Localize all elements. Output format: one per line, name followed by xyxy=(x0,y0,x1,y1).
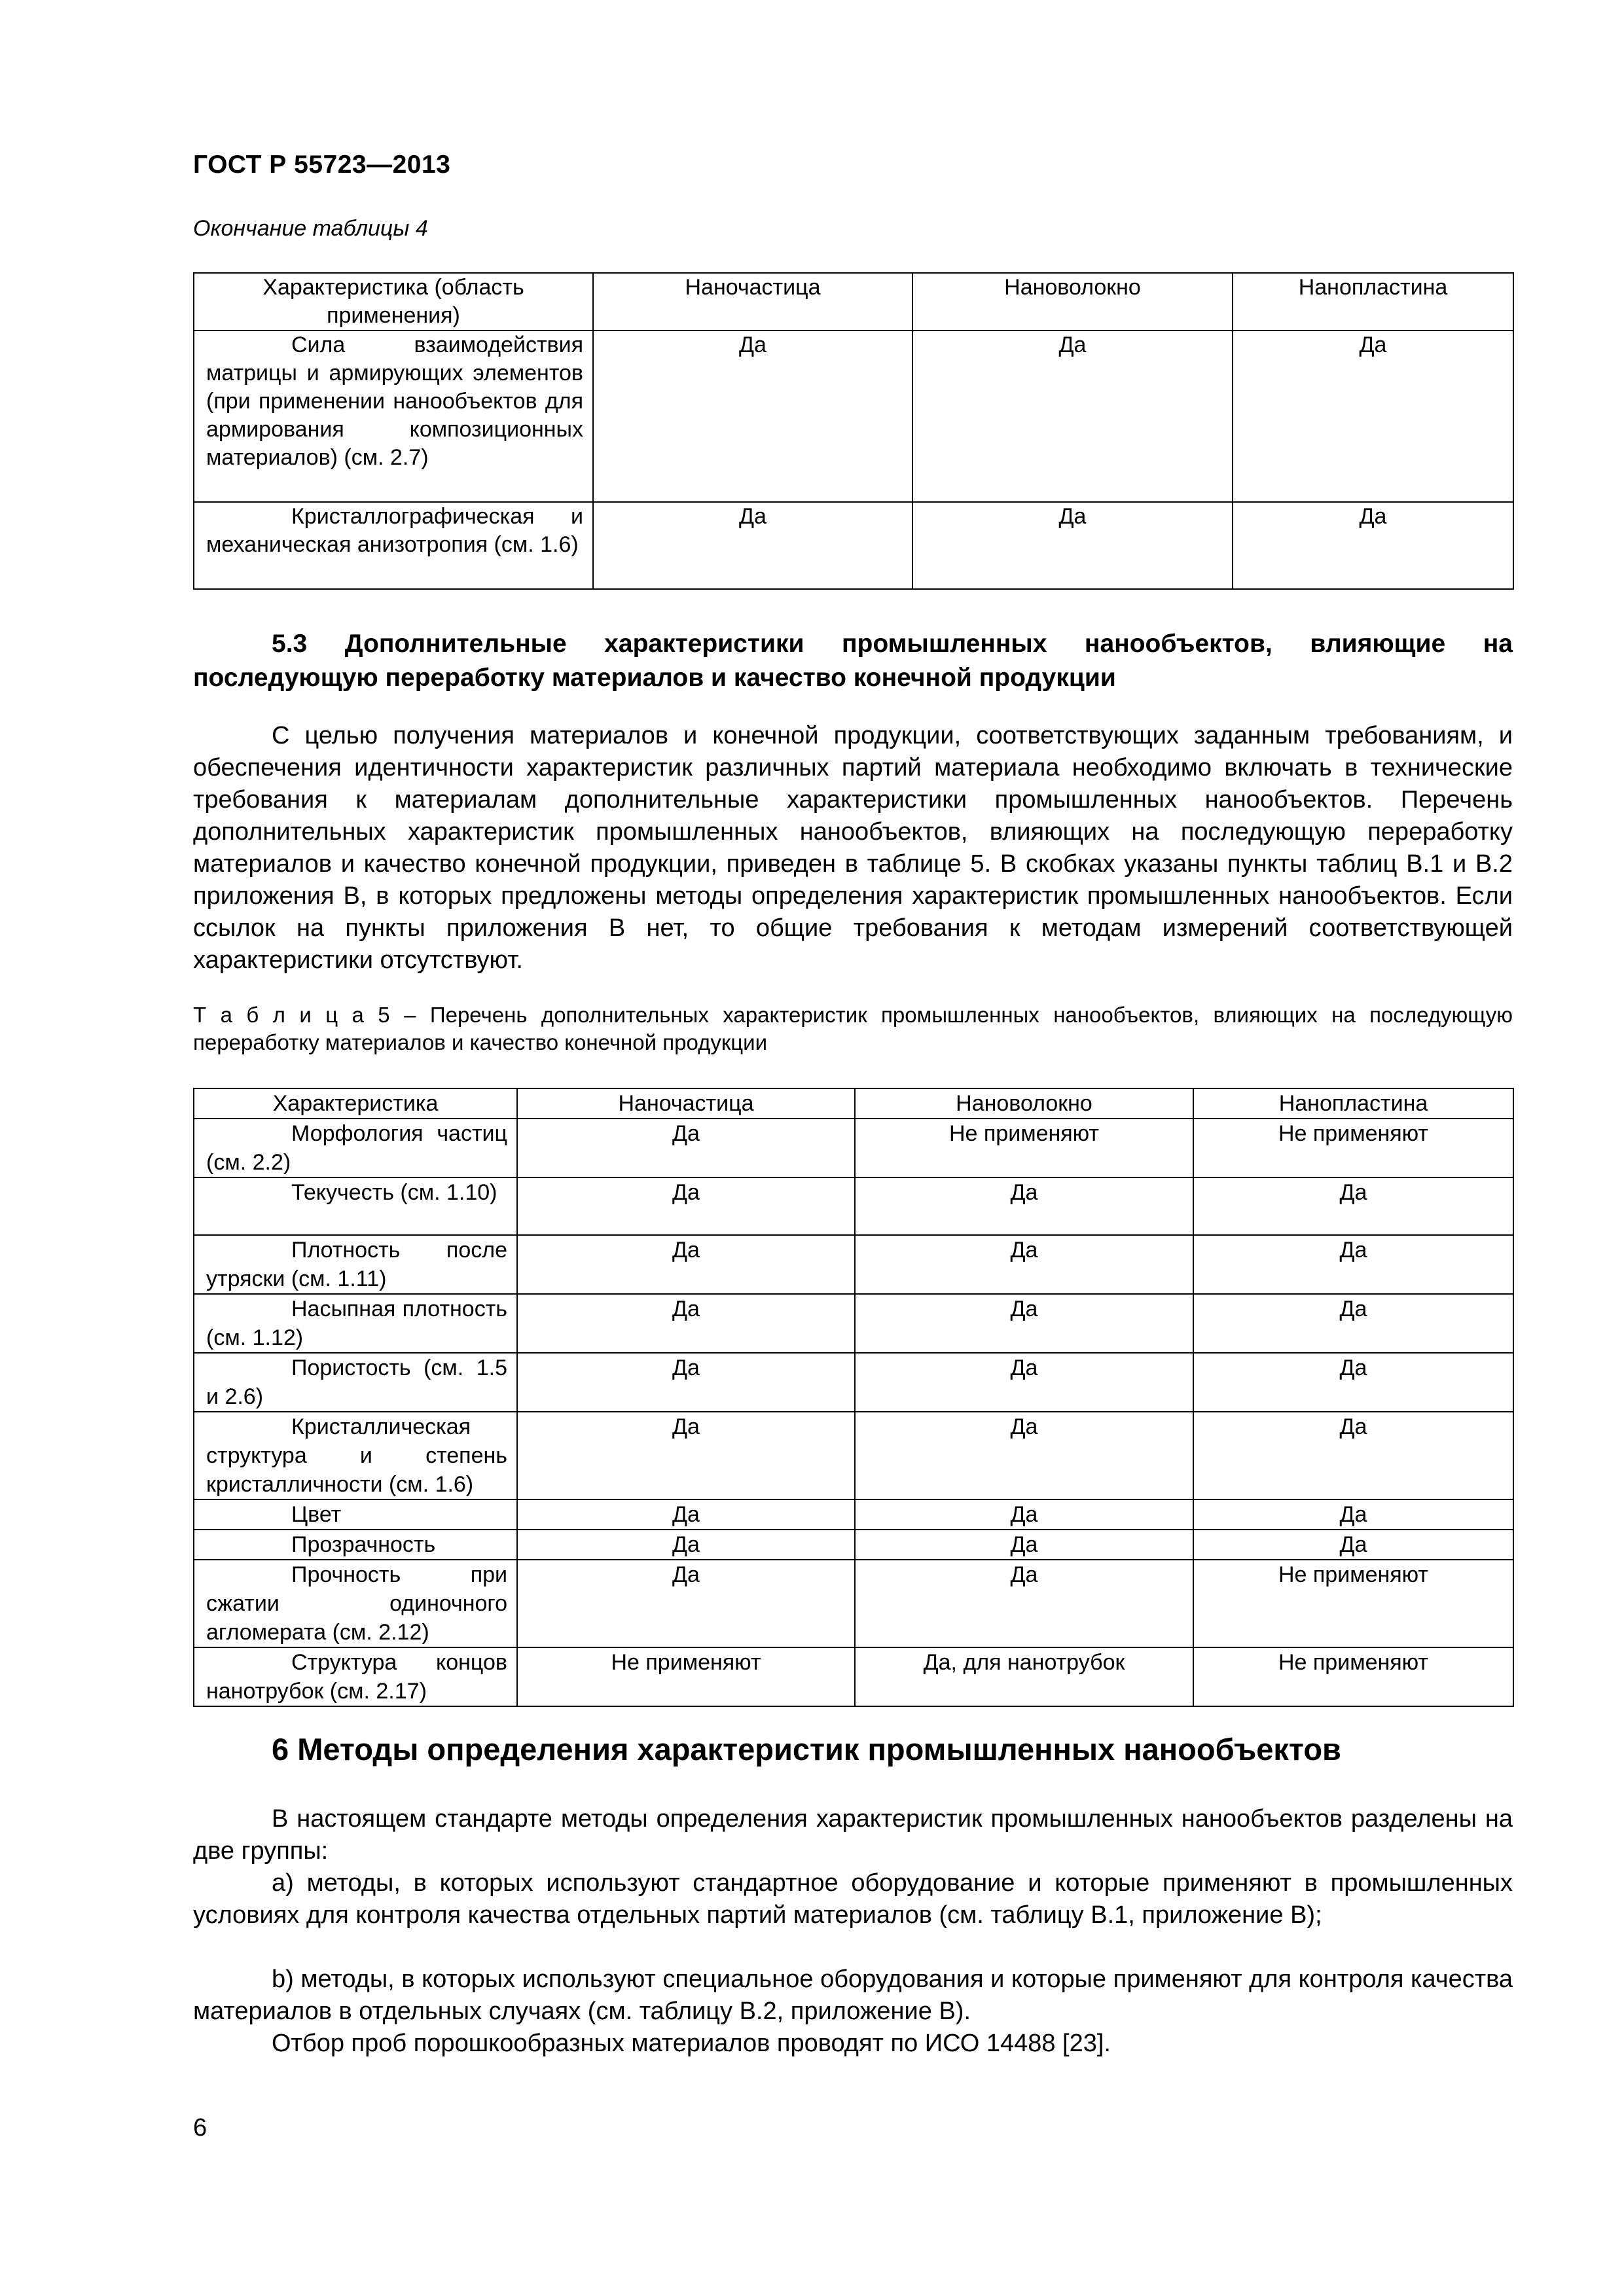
section-5-3-heading: 5.3 Дополнительные характеристики промышленных нанообъектов, влияющие на последующую переработку материалов и качество конечной продукции xyxy=(193,630,1513,692)
section-6-item-b: b) методы, в которых используют специальное оборудования и которые применяют для контроля качества материалов в отдельных случаях (см. таблицу В.2, приложение В). xyxy=(193,1965,1513,2025)
table-cell: Да xyxy=(1193,1412,1513,1499)
table-cell: Да xyxy=(517,1499,855,1530)
section-6-intro: В настоящем стандарте методы определения характеристик промышленных нанообъектов разделены на две группы: xyxy=(193,1805,1513,1865)
table-cell: Да, для нанотрубок xyxy=(855,1647,1193,1706)
column-header: Характеристика xyxy=(194,1088,517,1119)
row-label: Прозрачность xyxy=(194,1530,517,1560)
table-cell: Да xyxy=(517,1119,855,1177)
column-header: Нановолокно xyxy=(912,273,1233,331)
table-cell: Да xyxy=(1193,1235,1513,1294)
page-number: 6 xyxy=(193,2114,208,2142)
table-cell: Да xyxy=(855,1530,1193,1560)
section-6-item-a: а) методы, в которых используют стандартное оборудование и которые применяют в промышленных условиях для контроля качества отдельных партий материалов (см. таблицу В.1, приложение В); xyxy=(193,1869,1513,1929)
table-cell: Да xyxy=(855,1177,1193,1235)
row-label: Плотность после утряски (см. 1.11) xyxy=(194,1235,517,1294)
column-header: Наночастица xyxy=(593,273,912,331)
table-cell: Да xyxy=(855,1412,1193,1499)
column-header: Наночастица xyxy=(517,1088,855,1119)
table-cell: Не применяют xyxy=(517,1647,855,1706)
document-code: ГОСТ Р 55723—2013 xyxy=(193,151,451,179)
table-row xyxy=(194,1560,1513,1647)
table-cell: Да xyxy=(517,1177,855,1235)
column-header: Характеристика (область применения) xyxy=(194,273,593,331)
row-label: Насыпная плотность (см. 1.12) xyxy=(194,1294,517,1353)
table-cell: Да xyxy=(1233,502,1513,589)
table-row xyxy=(194,1294,1513,1353)
section-6-heading: 6 Методы определения характеристик промышленных нанообъектов xyxy=(272,1732,1341,1767)
row-label: Пористость (см. 1.5 и 2.6) xyxy=(194,1353,517,1412)
table-row xyxy=(194,1235,1513,1294)
table-cell: Да xyxy=(1193,1353,1513,1412)
table-cell: Не применяют xyxy=(1193,1560,1513,1647)
table-cell: Не применяют xyxy=(855,1119,1193,1177)
table-cell: Не применяют xyxy=(1193,1647,1513,1706)
table-cell: Да xyxy=(1193,1177,1513,1235)
table-header-row xyxy=(194,273,1513,331)
table-cell: Да xyxy=(517,1560,855,1647)
table-cell: Да xyxy=(855,1353,1193,1412)
table-cell: Да xyxy=(517,1412,855,1499)
section-5-3-paragraph: С целью получения материалов и конечной продукции, соответствующих заданным требованиям, и обеспечения идентичности характеристик различных партий материала необходимо включать в технические требования к материалам дополнительные характеристики промышленных нанообъектов. Перечень дополнительных характеристик промышленных нанообъектов, влияющих на последующую переработку материалов и качество конечной продукции, приведен в таблице 5. В скобках указаны пункты таблиц В.1 и В.2 приложения В, в которых предложены методы определения характеристик промышленных нанообъектов. Если ссылок на пункты приложения В нет, то общие требования к методам измерений соответствующей характеристики отсутствуют. xyxy=(193,722,1513,974)
table-cell: Да xyxy=(517,1530,855,1560)
column-header: Нанопластина xyxy=(1193,1088,1513,1119)
row-label: Текучесть (см. 1.10) xyxy=(194,1177,517,1235)
row-label: Структура концов нанотрубок (см. 2.17) xyxy=(194,1647,517,1706)
table-cell: Да xyxy=(593,331,912,502)
table-row xyxy=(194,1530,1513,1560)
table-cell: Да xyxy=(855,1235,1193,1294)
table-row xyxy=(194,1353,1513,1412)
table-cell: Да xyxy=(1193,1530,1513,1560)
column-header: Нановолокно xyxy=(855,1088,1193,1119)
row-label: Цвет xyxy=(194,1499,517,1530)
table-row xyxy=(194,1177,1513,1235)
table-cell: Да xyxy=(855,1560,1193,1647)
row-label: Кристаллографическая и механическая анизотропия (см. 1.6) xyxy=(194,502,593,589)
table-row xyxy=(194,1119,1513,1177)
table-row xyxy=(194,1499,1513,1530)
table5-caption-text: – Перечень дополнительных характеристик промышленных нанообъектов, влияющих на последующую переработку материалов и качество конечной продукции xyxy=(193,1003,1513,1054)
table-row xyxy=(194,331,1513,502)
table-5 xyxy=(193,1088,1514,1707)
table-cell: Да xyxy=(855,1294,1193,1353)
table-row xyxy=(194,502,1513,589)
table-cell: Да xyxy=(517,1294,855,1353)
table-cell: Да xyxy=(1193,1294,1513,1353)
section-6-sampling: Отбор проб порошкообразных материалов проводят по ИСО 14488 [23]. xyxy=(272,2030,1111,2057)
table-cell: Не применяют xyxy=(1193,1119,1513,1177)
column-header: Нанопластина xyxy=(1233,273,1513,331)
table-row xyxy=(194,1647,1513,1706)
table-row xyxy=(194,1412,1513,1499)
table-cell: Да xyxy=(593,502,912,589)
row-label: Морфология частиц (см. 2.2) xyxy=(194,1119,517,1177)
table-cell: Да xyxy=(517,1235,855,1294)
table-4 xyxy=(193,272,1514,590)
row-label: Сила взаимодействия матрицы и армирующих элементов (при применении нанообъектов для армирования композиционных материалов) (см. 2.7) xyxy=(194,331,593,502)
table-cell: Да xyxy=(912,502,1233,589)
table4-continuation-caption: Окончание таблицы 4 xyxy=(193,216,428,241)
table5-caption-label: Т а б л и ц а 5 xyxy=(193,1003,390,1027)
row-label: Прочность при сжатии одиночного агломерата (см. 2.12) xyxy=(194,1560,517,1647)
table-cell: Да xyxy=(1193,1499,1513,1530)
table5-caption xyxy=(193,1001,1513,1056)
table-cell: Да xyxy=(855,1499,1193,1530)
table-cell: Да xyxy=(912,331,1233,502)
table-cell: Да xyxy=(517,1353,855,1412)
row-label: Кристаллическая структура и степень кристалличности (см. 1.6) xyxy=(194,1412,517,1499)
table-cell: Да xyxy=(1233,331,1513,502)
table-header-row xyxy=(194,1088,1513,1119)
